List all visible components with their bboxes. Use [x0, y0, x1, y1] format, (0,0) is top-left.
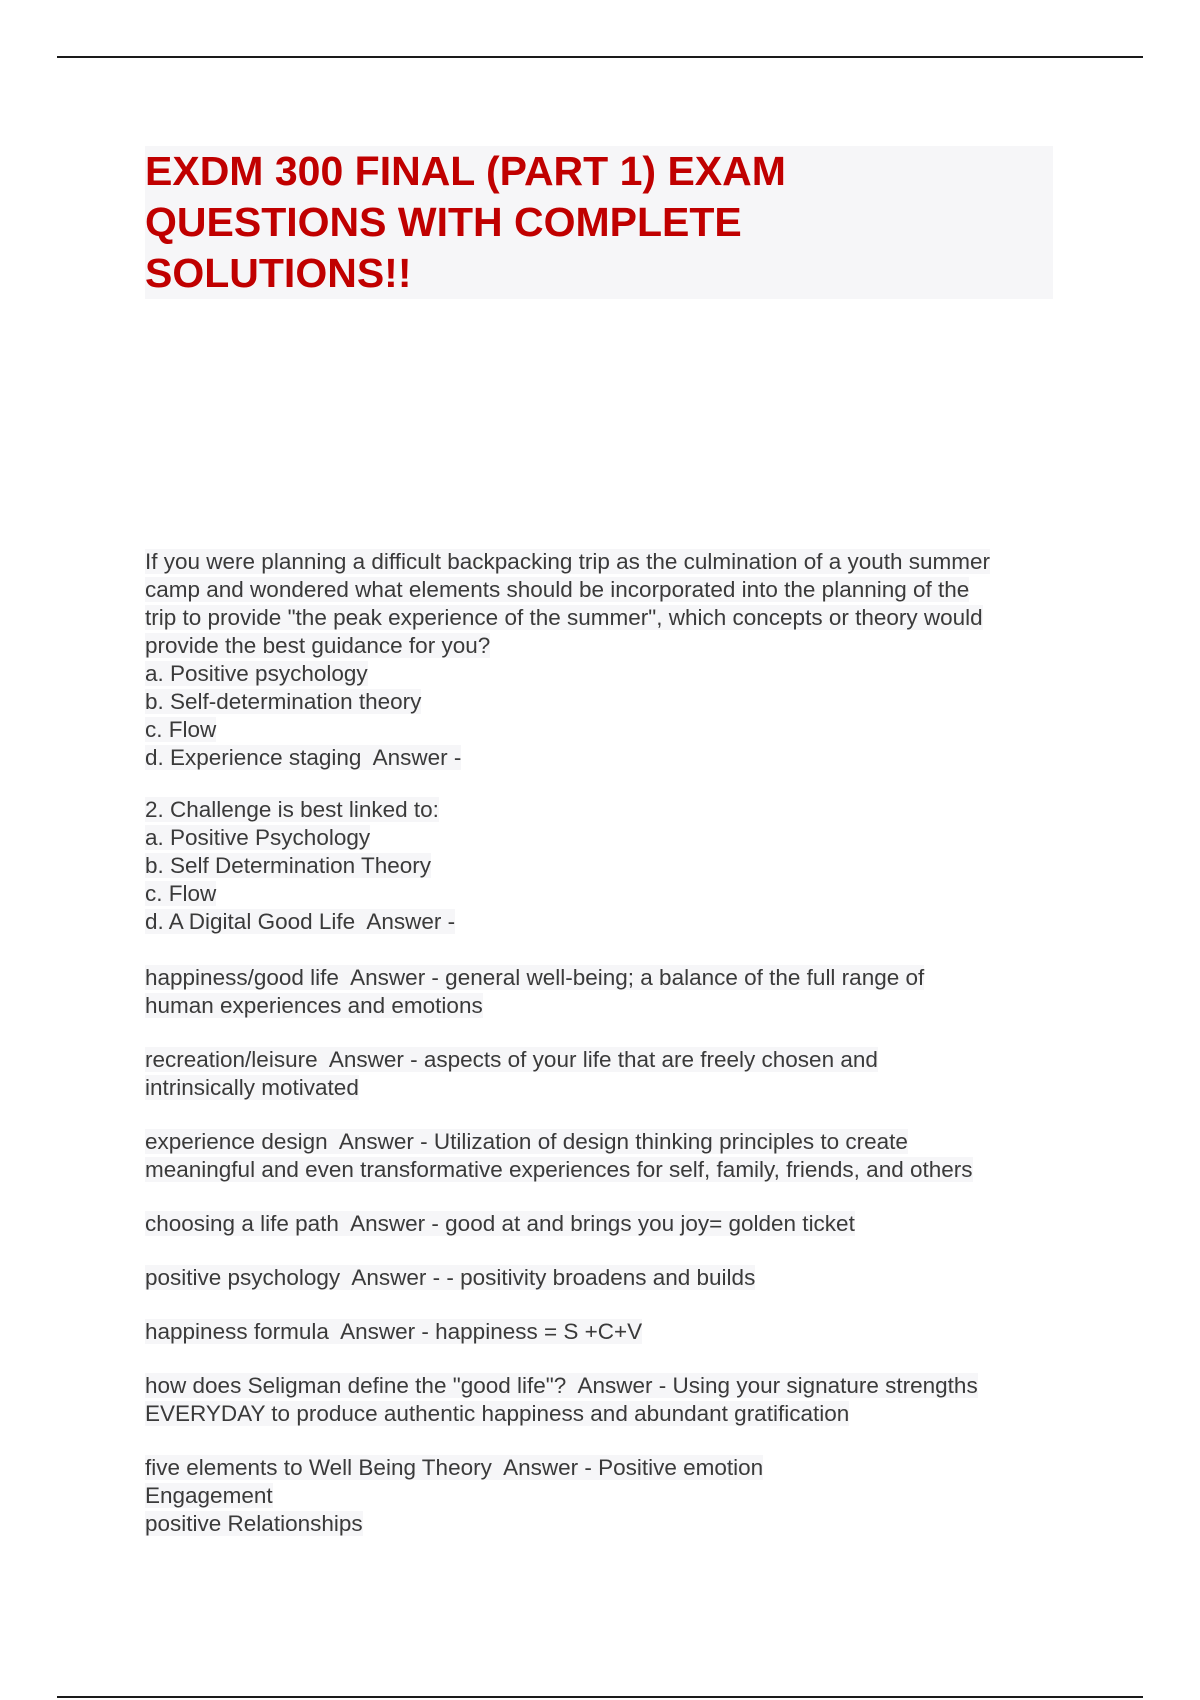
flashcard-item: [145, 1210, 1085, 1238]
title-box: [145, 146, 1053, 299]
flashcard-line: experience design Answer - Utilization of design thinking principles to create: [145, 1129, 908, 1154]
question-item: [145, 796, 1085, 936]
flashcard-item: [145, 1264, 1085, 1292]
flashcard-line: Engagement: [145, 1483, 273, 1508]
flashcard-item: [145, 1454, 1085, 1538]
bottom-rule: [57, 1696, 1143, 1698]
option-line: b. Self-determination theory: [145, 689, 422, 714]
title-line: EXDM 300 FINAL (PART 1) EXAM: [145, 148, 786, 194]
option-line: c. Flow: [145, 881, 217, 906]
flashcard-line: happiness formula Answer - happiness = S +C+V: [145, 1319, 643, 1344]
flashcard-item: [145, 1046, 1085, 1102]
question-line: trip to provide "the peak experience of the summer", which concepts or theory would: [145, 605, 983, 630]
question-list: [145, 548, 1085, 1564]
question-line: camp and wondered what elements should be incorporated into the planning of the: [145, 577, 970, 602]
option-line: d. Experience staging Answer -: [145, 745, 462, 770]
flashcard-line: intrinsically motivated: [145, 1075, 359, 1100]
option-line: c. Flow: [145, 717, 217, 742]
flashcard-line: meaningful and even transformative experiences for self, family, friends, and others: [145, 1157, 973, 1182]
flashcard-item: [145, 1318, 1085, 1346]
flashcard-item: [145, 1372, 1085, 1428]
question-line: provide the best guidance for you?: [145, 633, 491, 658]
option-line: a. Positive psychology: [145, 661, 368, 686]
flashcard-line: recreation/leisure Answer - aspects of your life that are freely chosen and: [145, 1047, 878, 1072]
flashcard-line: EVERYDAY to produce authentic happiness and abundant gratification: [145, 1401, 850, 1426]
flashcard-line: how does Seligman define the "good life"? Answer - Using your signature strengths: [145, 1373, 978, 1398]
option-line: d. A Digital Good Life Answer -: [145, 909, 456, 934]
option-line: a. Positive Psychology: [145, 825, 371, 850]
flashcard-line: positive Relationships: [145, 1511, 363, 1536]
question-line: 2. Challenge is best linked to:: [145, 797, 439, 822]
document-title: [145, 146, 1053, 299]
question-line: If you were planning a difficult backpacking trip as the culmination of a youth summer: [145, 549, 991, 574]
flashcard-item: [145, 964, 1085, 1020]
flashcard-item: [145, 1128, 1085, 1184]
flashcard-line: positive psychology Answer - - positivity broadens and builds: [145, 1265, 756, 1290]
top-rule: [57, 56, 1143, 58]
option-line: b. Self Determination Theory: [145, 853, 431, 878]
title-line: QUESTIONS WITH COMPLETE: [145, 199, 742, 245]
flashcard-line: five elements to Well Being Theory Answer - Positive emotion: [145, 1455, 764, 1480]
flashcard-line: happiness/good life Answer - general well-being; a balance of the full range of: [145, 965, 925, 990]
question-item: [145, 548, 1085, 772]
title-line: SOLUTIONS!!: [145, 250, 412, 296]
flashcard-line: human experiences and emotions: [145, 993, 483, 1018]
flashcard-line: choosing a life path Answer - good at and brings you joy= golden ticket: [145, 1211, 855, 1236]
